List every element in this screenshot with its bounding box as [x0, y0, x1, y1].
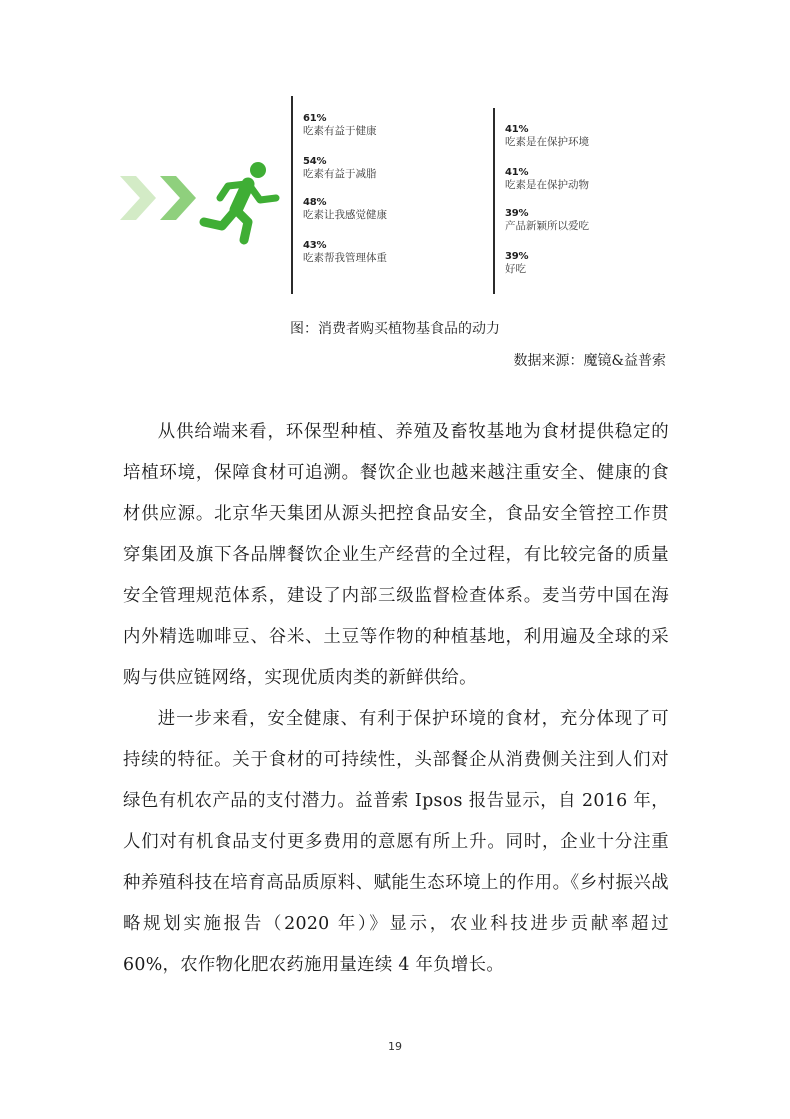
stat-percent: 39% — [505, 208, 529, 219]
stat-item — [303, 240, 387, 265]
right-divider — [493, 108, 495, 294]
paragraph: 进一步来看，安全健康、有利于保护环境的食材，充分体现了可持续的特征。关于食材的可持续性，头部餐企从消费侧关注到人们对绿色有机农产品的支付潜力。益普索 Ipsos 报告显示，自 2016 年，人们对有机食品支付更多费用的意愿有所上升。同时，企业十分注重种养殖科技在培育高品质原料、赋能生态环境上的作用。《乡村振兴战略规划实施报告（2020 年）》显示，农业科技进步贡献率超过 60%，农作物化肥农药施用量连续 4 年负增长。 — [123, 709, 669, 975]
page-number: 19 — [388, 1040, 402, 1053]
stat-item — [303, 197, 387, 222]
stat-percent: 61% — [303, 113, 327, 124]
stat-percent: 43% — [303, 240, 327, 251]
figure-caption: 图：消费者购买植物基食品的动力 — [290, 321, 500, 337]
light-chevron-icon — [120, 176, 164, 220]
running-person-icon — [198, 160, 284, 246]
stat-label: 好吃 — [505, 263, 526, 275]
stat-percent: 41% — [505, 167, 529, 178]
stat-label: 吃素是在保护动物 — [505, 179, 589, 191]
stat-label: 吃素是在保护环境 — [505, 136, 589, 148]
left-divider — [291, 96, 293, 294]
paragraph: 从供给端来看，环保型种植、养殖及畜牧基地为食材提供稳定的培植环境，保障食材可追溯。餐饮企业也越来越注重安全、健康的食材供应源。北京华天集团从源头把控食品安全，食品安全管控工作贯穿集团及旗下各品牌餐饮企业生产经营的全过程，有比较完备的质量安全管理规范体系，建设了内部三级监督检查体系。麦当劳中国在海内外精选咖啡豆、谷米、土豆等作物的种植基地，利用遍及全球的采购与供应链网络，实现优质肉类的新鲜供给。 — [123, 422, 669, 688]
stat-percent: 41% — [505, 124, 529, 135]
stat-label: 吃素有益于减脂 — [303, 168, 377, 180]
stat-label: 产品新颖所以爱吃 — [505, 220, 589, 232]
stat-item — [303, 156, 377, 181]
stat-item — [505, 124, 589, 149]
stat-percent: 54% — [303, 156, 327, 167]
stat-label: 吃素让我感觉健康 — [303, 209, 387, 221]
stat-label: 吃素有益于健康 — [303, 125, 377, 137]
stat-item — [303, 113, 377, 138]
body-text — [123, 412, 669, 986]
stat-label: 吃素帮我管理体重 — [303, 252, 387, 264]
stat-percent: 48% — [303, 197, 327, 208]
motivation-figure — [0, 0, 790, 300]
stat-item — [505, 208, 589, 233]
stat-item — [505, 251, 528, 276]
data-source: 数据来源：魔镜&益普索 — [513, 353, 666, 369]
stat-item — [505, 167, 589, 192]
stat-percent: 39% — [505, 251, 529, 262]
